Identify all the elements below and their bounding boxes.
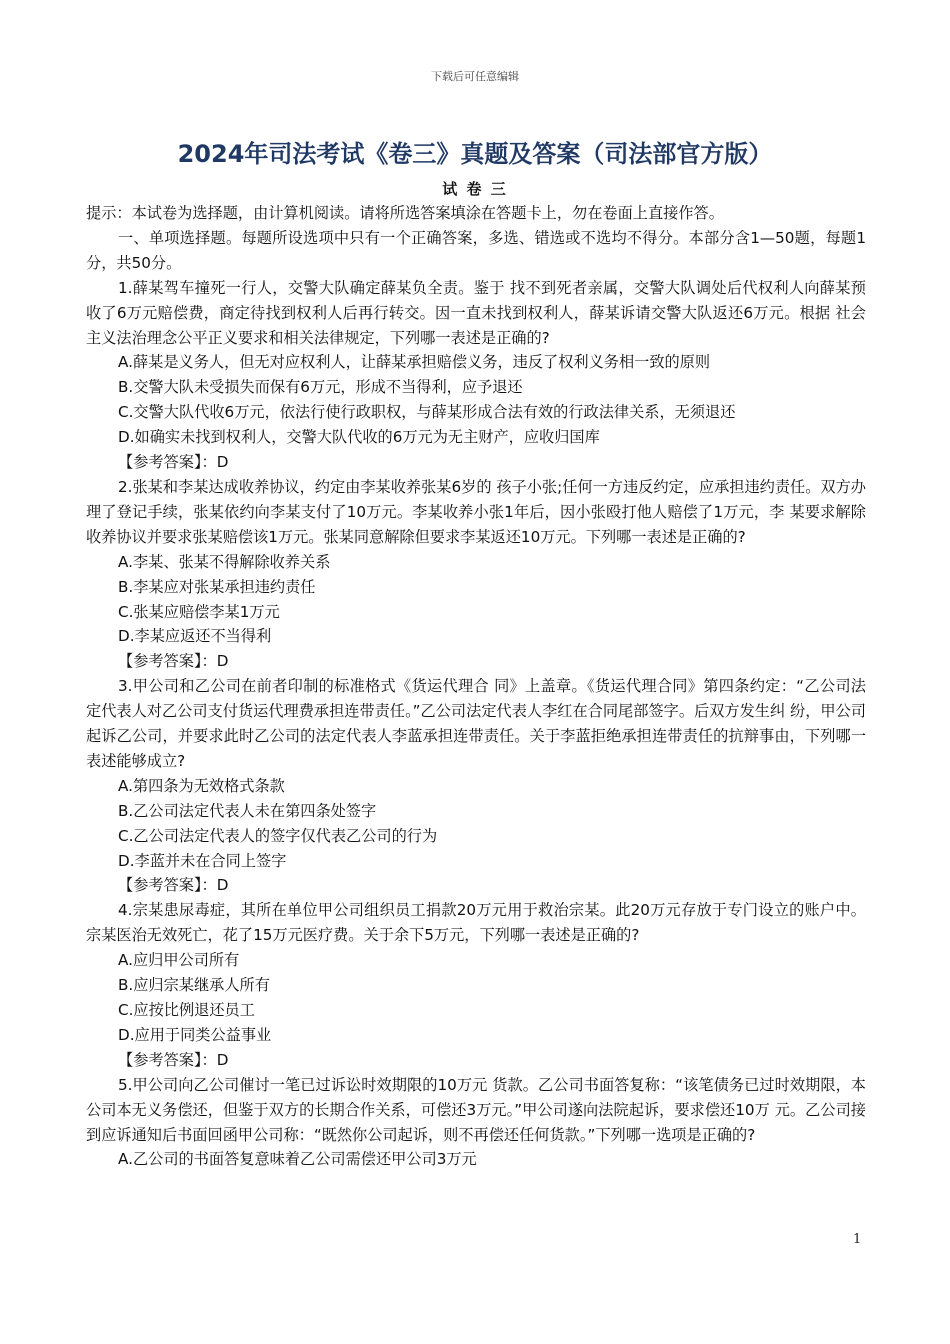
document-subtitle: 试 卷 三 <box>442 180 508 198</box>
page-header: 下载后可任意编辑 <box>431 70 519 83</box>
question-option: A.乙公司的书面答复意味着乙公司需偿还甲公司3万元 <box>118 1150 477 1169</box>
question-option: A.李某、张某不得解除收养关系 <box>118 552 331 571</box>
question-option: C.张某应赔偿李某1万元 <box>118 602 280 621</box>
question-option: D.李蓝并未在合同上签字 <box>118 851 287 870</box>
page-number: 1 <box>853 1232 862 1247</box>
question-option: B.李某应对张某承担违约责任 <box>118 577 316 596</box>
question-option: A.第四条为无效格式条款 <box>118 776 285 795</box>
question-option: C.交警大队代收6万元，依法行使行政职权，与薛某形成合法有效的行政法律关系，无须退还 <box>118 403 736 422</box>
reference-answer: 【参考答案】：D <box>118 876 229 895</box>
question-option: A.应归甲公司所有 <box>118 951 240 970</box>
document-body <box>86 201 866 1172</box>
section-heading: 一、单项选择题。每题所设选项中只有一个正确答案，多选、错选或不选均不得分。本部分含1—50题，每题1分，共50分。 <box>86 228 866 272</box>
document-title: 2024年司法考试《卷三》真题及答案（司法部官方版） <box>177 140 773 168</box>
question-stem: 5.甲公司向乙公司催讨一笔已过诉讼时效期限的10万元 货款。乙公司书面答复称：“该笔债务已过时效期限，本公司本无义务偿还，但鉴于双方的长期合作关系，可偿还3万元。”甲公司遂向法院起诉，要求偿还10万 元。乙公司接到应诉通知后书面回函甲公司称：“既然你公司起诉，则不再偿还任何货款。”下列哪一选项是正确的? <box>86 1075 866 1144</box>
question-stem: 4.宗某患尿毒症，其所在单位甲公司组织员工捐款20万元用于救治宗某。此20万元存放于专门设立的账户中。宗某医治无效死亡，花了15万元医疗费。关于余下5万元，下列哪一表述是正确的? <box>86 901 866 945</box>
question-option: C.乙公司法定代表人的签字仅代表乙公司的行为 <box>118 826 438 845</box>
reference-answer: 【参考答案】：D <box>118 652 229 671</box>
question-option: B.应归宗某继承人所有 <box>118 976 270 995</box>
question-stem: 3.甲公司和乙公司在前者印制的标准格式《货运代理合 同》上盖章。《货运代理合同》第四条约定：“乙公司法定代表人对乙公司支付货运代理费承担连带责任。”乙公司法定代表人李红在合同尾部签字。后双方发生纠 纷，甲公司起诉乙公司，并要求此时乙公司的法定代表人李蓝承担连带责任。关于李蓝拒绝承担连带责任的抗辩事由，下列哪一表述能够成立? <box>86 677 866 770</box>
question-option: A.薛某是义务人，但无对应权利人，让薛某承担赔偿义务，违反了权利义务相一致的原则 <box>118 353 711 372</box>
question-stem: 1.薛某驾车撞死一行人，交警大队确定薛某负全责。鉴于 找不到死者亲属，交警大队调处后代权利人向薛某预收了6万元赔偿费，商定待找到权利人后再行转交。因一直未找到权利人，薛某诉请交警大队返还6万元。根据 社会主义法治理念公平正义要求和相关法律规定，下列哪一表述是正确的? <box>86 278 866 347</box>
question-stem: 2.张某和李某达成收养协议，约定由李某收养张某6岁的 孩子小张;任何一方违反约定，应承担违约责任。双方办理了登记手续，张某依约向李某支付了10万元。李某收养小张1年后，因小张殴打他人赔偿了1万元，李 某要求解除收养协议并要求张某赔偿该1万元。张某同意解除但要求李某返还10万元。下列哪一表述是正确的? <box>86 477 866 546</box>
question-option: C.应按比例退还员工 <box>118 1001 255 1019</box>
reference-answer: 【参考答案】：D <box>118 453 229 472</box>
question-option: B.交警大队未受损失而保有6万元，形成不当得利，应予退还 <box>118 378 523 397</box>
question-option: B.乙公司法定代表人未在第四条处签字 <box>118 801 377 820</box>
reference-answer: 【参考答案】：D <box>118 1050 229 1069</box>
exam-notice: 提示：本试卷为选择题，由计算机阅读。请将所选答案填涂在答题卡上，勿在卷面上直接作答。 <box>86 204 724 222</box>
question-option: D.应用于同类公益事业 <box>118 1025 272 1044</box>
question-option: D.李某应返还不当得利 <box>118 627 272 646</box>
question-option: D.如确实未找到权利人，交警大队代收的6万元为无主财产，应收归国库 <box>118 428 600 447</box>
